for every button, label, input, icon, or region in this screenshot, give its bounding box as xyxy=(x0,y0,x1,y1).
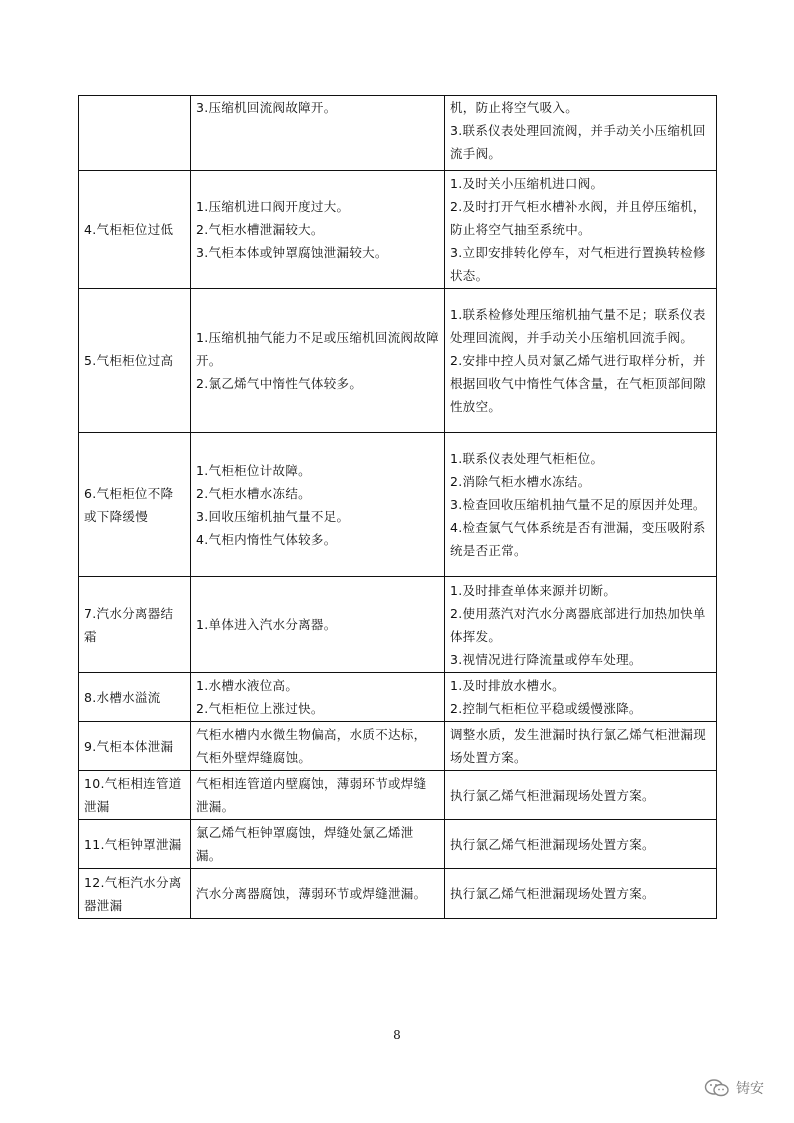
fault-cell: 12.气柜汽水分离器泄漏 xyxy=(79,869,191,919)
watermark xyxy=(704,1078,764,1098)
cause-line: 2.氯乙烯气中惰性气体较多。 xyxy=(196,376,363,391)
cause-line: 3.压缩机回流阀故障开。 xyxy=(196,100,337,115)
cause-line: 2.气柜柜位上涨过快。 xyxy=(196,701,324,716)
table-row xyxy=(79,577,717,673)
action-line: 3.视情况进行降流量或停车处理。 xyxy=(450,651,642,667)
table-row xyxy=(79,96,717,171)
action-line: 机，防止将空气吸入。 xyxy=(450,100,579,115)
cause-cell xyxy=(191,96,445,171)
action-cell xyxy=(445,722,717,771)
cause-line: 4.气柜内惰性气体较多。 xyxy=(196,531,337,547)
action-line: 2.安排中控人员对氯乙烯气进行取样分析，并根据回收气中惰性气体含量，在气柜顶部间隙性放空。 xyxy=(450,353,707,414)
action-line: 1.及时关小压缩机进口阀。 xyxy=(450,176,604,191)
fault-cell: 5.气柜柜位过高 xyxy=(79,289,191,433)
cause-line: 3.气柜本体或钟罩腐蚀泄漏较大。 xyxy=(196,245,388,260)
cause-cell xyxy=(191,171,445,289)
action-cell xyxy=(445,171,717,289)
cause-line: 气柜相连管道内壁腐蚀，薄弱环节或焊缝泄漏。 xyxy=(196,776,427,814)
action-cell xyxy=(445,869,717,919)
action-line: 执行氯乙烯气柜泄漏现场处置方案。 xyxy=(450,886,655,901)
fault-cell: 4.气柜柜位过低 xyxy=(79,171,191,289)
action-line: 2.控制气柜柜位平稳或缓慢涨降。 xyxy=(450,701,642,716)
action-line: 2.及时打开气柜水槽补水阀，并且停压缩机，防止将空气抽至系统中。 xyxy=(450,199,706,237)
table-row xyxy=(79,820,717,869)
action-line: 3.检查回收压缩机抽气量不足的原因并处理。 xyxy=(450,497,706,512)
cause-cell xyxy=(191,289,445,433)
action-cell xyxy=(445,771,717,820)
action-line: 3.联系仪表处理回流阀，并手动关小压缩机回流手阀。 xyxy=(450,123,706,161)
table-row xyxy=(79,869,717,919)
cause-cell xyxy=(191,869,445,919)
table-row xyxy=(79,433,717,577)
cause-cell xyxy=(191,771,445,820)
action-cell xyxy=(445,96,717,171)
action-cell xyxy=(445,820,717,869)
fault-cell: 9.气柜本体泄漏 xyxy=(79,722,191,771)
fault-cell: 6.气柜柜位不降或下降缓慢 xyxy=(79,433,191,577)
fault-table-body xyxy=(79,96,717,919)
action-line: 1.联系仪表处理气柜柜位。 xyxy=(450,451,604,466)
table-row xyxy=(79,771,717,820)
table-row xyxy=(79,673,717,722)
action-cell xyxy=(445,289,717,433)
cause-line: 1.水槽水液位高。 xyxy=(196,678,299,693)
cause-cell xyxy=(191,577,445,673)
action-line: 执行氯乙烯气柜泄漏现场处置方案。 xyxy=(450,836,655,852)
cause-line: 1.压缩机进口阀开度过大。 xyxy=(196,199,350,214)
watermark-text: 铸安 xyxy=(736,1081,764,1097)
fault-cell: 11.气柜钟罩泄漏 xyxy=(79,820,191,869)
action-line: 1.联系检修处理压缩机抽气量不足；联系仪表处理回流阀，并手动关小压缩机回流手阀。 xyxy=(450,307,706,345)
action-cell xyxy=(445,673,717,722)
fault-cell: 7.汽水分离器结霜 xyxy=(79,577,191,673)
wechat-icon xyxy=(704,1078,730,1098)
cause-line: 气柜水槽内水微生物偏高，水质不达标，气柜外壁焊缝腐蚀。 xyxy=(196,727,427,765)
action-cell xyxy=(445,433,717,577)
fault-table xyxy=(78,95,717,919)
fault-cell: 10.气柜相连管道泄漏 xyxy=(79,771,191,820)
action-line: 1.及时排查单体来源并切断。 xyxy=(450,582,617,598)
cause-line: 氯乙烯气柜钟罩腐蚀，焊缝处氯乙烯泄漏。 xyxy=(196,825,414,863)
table-row xyxy=(79,722,717,771)
action-line: 执行氯乙烯气柜泄漏现场处置方案。 xyxy=(450,787,655,803)
cause-cell xyxy=(191,722,445,771)
cause-line: 汽水分离器腐蚀，薄弱环节或焊缝泄漏。 xyxy=(196,886,427,901)
cause-line: 1.气柜柜位计故障。 xyxy=(196,462,311,478)
cause-line: 1.单体进入汽水分离器。 xyxy=(196,617,337,632)
table-row xyxy=(79,289,717,433)
action-line: 2.消除气柜水槽水冻结。 xyxy=(450,474,591,489)
cause-cell xyxy=(191,433,445,577)
action-line: 1.及时排放水槽水。 xyxy=(450,678,565,693)
cause-line: 1.压缩机抽气能力不足或压缩机回流阀故障开。 xyxy=(196,330,439,368)
fault-cell: 8.水槽水溢流 xyxy=(79,673,191,722)
cause-line: 3.回收压缩机抽气量不足。 xyxy=(196,508,350,524)
cause-line: 2.气柜水槽水冻结。 xyxy=(196,485,311,501)
action-line: 2.使用蒸汽对汽水分离器底部进行加热加快单体挥发。 xyxy=(450,605,706,644)
table-row xyxy=(79,171,717,289)
cause-line: 2.气柜水槽泄漏较大。 xyxy=(196,222,324,237)
cause-cell xyxy=(191,673,445,722)
cause-cell xyxy=(191,820,445,869)
action-line: 4.检查氯气气体系统是否有泄漏，变压吸附系统是否正常。 xyxy=(450,520,706,558)
page-number: 8 xyxy=(393,1028,401,1042)
action-cell xyxy=(445,577,717,673)
action-line: 调整水质，发生泄漏时执行氯乙烯气柜泄漏现场处置方案。 xyxy=(450,727,707,765)
fault-cell xyxy=(79,96,191,171)
action-line: 3.立即安排转化停车，对气柜进行置换转检修状态。 xyxy=(450,245,706,283)
